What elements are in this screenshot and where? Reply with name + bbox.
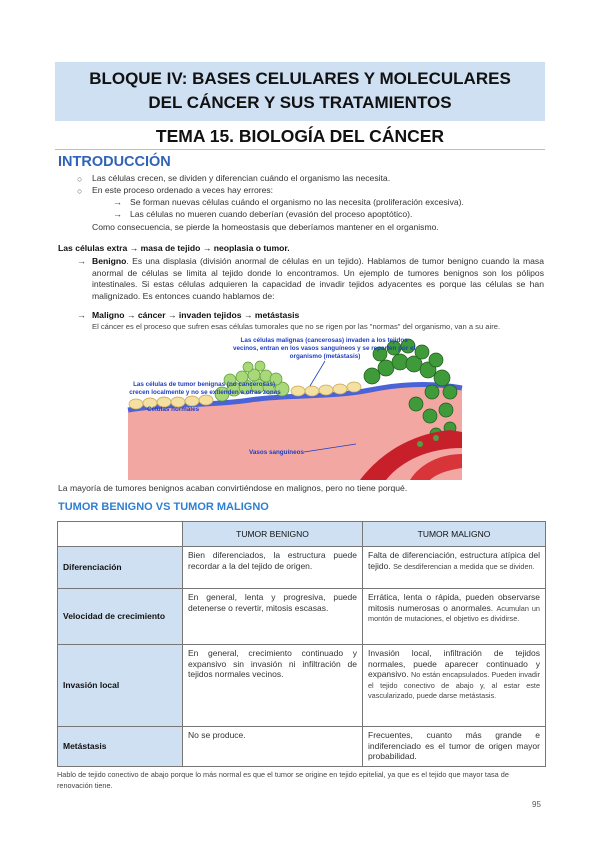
malign-note: No están encapsulados. Pueden invadir el tejido conectivo de abajo y, al estar este vascularizado, puede darse metástasis. <box>368 670 541 700</box>
benign-text: . Es una displasia (división anormal de células en un tejido). Hablamos de tumor benigno cuando la masa anormal de células se limita al tejido donde lo encontramos. Un ejemplo de tumores benignos son los pólipos intestinales. Si estas células adquieren la capacidad de invadir tejidos adyacentes es porque las células se han malignizado. Es entonces cuando hablamos de: <box>92 256 544 301</box>
table-row <box>58 727 546 767</box>
label-malignant-line: Las células malignas (cancerosas) invaden a los tejidos <box>240 337 408 344</box>
page-number: 95 <box>532 800 541 809</box>
bullet-marker: ○ <box>77 174 83 184</box>
benign-cell: En general, lenta y progresiva, puede detenerse o revertir, mitosis escasas. <box>183 589 363 645</box>
table-footnote: Hablo de tejido conectivo de abajo porque lo más normal es que el tumor se origine en tejido epitelial, ya que es el tejido que mayor tasa de renovación tiene. <box>57 770 509 790</box>
cancer-text: El cáncer es el proceso que sufren esas células tumorales que no se rigen por las "normas" del organismo, van a su aire. <box>92 322 501 331</box>
intro-heading: INTRODUCCIÓN <box>58 154 171 170</box>
label-benign <box>129 381 281 396</box>
title-divider <box>55 149 545 150</box>
row-label: Metástasis <box>58 727 183 767</box>
table-corner <box>58 522 183 547</box>
intro-consequence: Como consecuencia, se pierde la homeostasis que deberíamos mantener en el organismo. <box>92 222 439 232</box>
table-header-row <box>58 522 546 547</box>
label-vessels: Vasos sanguíneos <box>249 449 304 456</box>
table-row <box>58 547 546 589</box>
malign-note: Se desdiferencian a medida que se dividen. <box>393 561 535 571</box>
pointer-line <box>310 361 325 386</box>
col-benign: TUMOR BENIGNO <box>183 522 363 547</box>
after-figure-text: La mayoría de tumores benignos acaban convirtiéndose en malignos, pero no tiene porqué. <box>58 483 408 493</box>
comparison-table <box>57 521 546 767</box>
benign-cell: No se produce. <box>183 727 363 767</box>
label-benign-line: crecen localmente y no se extienden a otras zonas <box>129 389 281 396</box>
cell-chain: Las células extra → masa de tejido → neoplasia o tumor. <box>58 243 290 253</box>
label-malignant <box>233 337 417 360</box>
malign-note: Acumulan un montón de mutaciones, el objetivo es dividirse. <box>368 603 540 623</box>
benign-cell: En general, crecimiento continuado y expansivo sin invasión ni infiltración de tejidos normales vecinos. <box>183 645 363 727</box>
malign-main: Invasión local, infiltración de tejidos normales, puede aparecer continuado y expansivo. <box>368 648 540 679</box>
malign-cell <box>363 547 546 589</box>
malign-cell: Frecuentes, cuanto más grande e indiferenciado es el tumor de origen mayor probabilidad. <box>363 727 546 767</box>
row-label: Invasión local <box>58 645 183 727</box>
label-malignant-line: organismo (metástasis) <box>289 353 361 360</box>
label-normal: Células normales <box>147 406 200 413</box>
malign-cell <box>363 589 546 645</box>
label-benign-line: Las células de tumor benignas (no cancerosas) <box>133 381 276 388</box>
malign-chain: Maligno → cáncer → invaden tejidos → metástasis <box>92 310 300 320</box>
block-title-line2: DEL CÁNCER Y SUS TRATAMIENTOS <box>148 93 452 112</box>
label-malignant-line: vecinos, entran en los vasos sanguíneos y se reparten por el <box>232 345 416 352</box>
comparison-heading: TUMOR BENIGNO VS TUMOR MALIGNO <box>58 501 269 513</box>
topic-title: TEMA 15. BIOLOGÍA DEL CÁNCER <box>155 126 445 146</box>
table-row <box>58 645 546 727</box>
block-header <box>55 62 545 121</box>
block-title-line1: BLOQUE IV: BASES CELULARES Y MOLECULARES <box>89 69 511 88</box>
benign-cell: Bien diferenciados, la estructura puede recordar a la del tejido de origen. <box>183 547 363 589</box>
intro-bullet-1: Las células crecen, se dividen y diferencian cuándo el organismo las necesita. <box>92 173 391 183</box>
malign-main: Falta de diferenciación, estructura atípica del tejido. <box>368 550 540 571</box>
malign-cell <box>363 645 546 727</box>
row-label: Velocidad de crecimiento <box>58 589 183 645</box>
arrow-icon: → <box>77 310 86 320</box>
arrow-icon: → <box>113 209 122 219</box>
intro-sub-2: Las células no mueren cuando deberían (evasión del proceso apoptótico). <box>130 209 413 219</box>
table-row <box>58 589 546 645</box>
tumor-illustration <box>110 334 490 480</box>
arrow-icon: → <box>113 197 122 207</box>
intro-sub-1: Se forman nuevas células cuándo el organismo no las necesita (proliferación excesiva). <box>130 197 464 207</box>
benign-paragraph <box>92 256 544 302</box>
intro-bullet-2: En este proceso ordenado a veces hay errores: <box>92 185 274 195</box>
benign-label: Benigno <box>92 256 127 266</box>
bullet-marker: ○ <box>77 186 83 196</box>
arrow-icon: → <box>77 256 86 266</box>
col-malign: TUMOR MALIGNO <box>363 522 546 547</box>
malign-main: Errática, lenta o rápida, pueden observarse mitosis numerosas o anormales. <box>368 592 540 613</box>
row-label: Diferenciación <box>58 547 183 589</box>
